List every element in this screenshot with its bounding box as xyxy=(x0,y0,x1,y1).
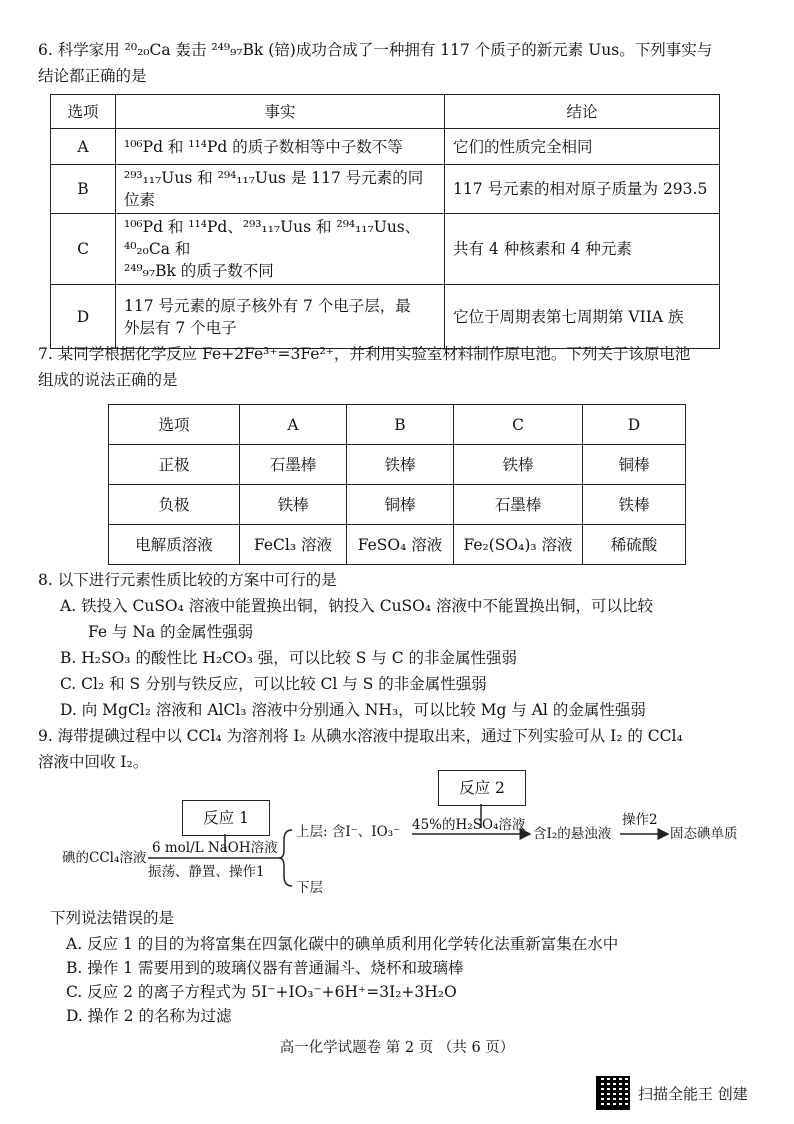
q7-cell: Fe₂(SO₄)₃ 溶液 xyxy=(454,525,583,565)
q9-option-a: A. 反应 1 的目的为将富集在四氯化碳中的碘单质利用化学转化法重新富集在水中 xyxy=(66,935,619,953)
q9-option-c: C. 反应 2 的离子方程式为 5I⁻+IO₃⁻+6H⁺=3I₂+3H₂O xyxy=(66,983,457,1001)
q7-cell: 铁棒 xyxy=(454,445,583,485)
q7-cell: 铁棒 xyxy=(347,445,454,485)
q6-row-fact: ¹⁰⁶Pd 和 ¹¹⁴Pd 的质子数相等中子数不等 xyxy=(116,129,445,165)
q7-header-cell: D xyxy=(583,405,686,445)
flow-arrow2-top: 45%的H₂SO₄溶液 xyxy=(412,817,526,833)
q6-row-fact: ²⁹³₁₁₇Uus 和 ²⁹⁴₁₁₇Uus 是 117 号元素的同位素 xyxy=(116,165,445,214)
q6-header-conclusion: 结论 xyxy=(445,95,720,129)
q7-stem-line2: 组成的说法正确的是 xyxy=(38,371,178,389)
q6-header-fact: 事实 xyxy=(116,95,445,129)
reaction2-box: 反应 2 xyxy=(438,770,526,806)
q6-fact-line: 117 号元素的原子核外有 7 个电子层，最 xyxy=(124,296,411,315)
flow-mid-product: 含I₂的悬浊液 xyxy=(533,826,612,842)
q6-stem-line2: 结论都正确的是 xyxy=(38,67,147,85)
q8-option-a-line1: A. 铁投入 CuSO₄ 溶液中能置换出铜，钠投入 CuSO₄ 溶液中不能置换出铜，可以比较 xyxy=(60,597,654,615)
q7-header-cell: B xyxy=(347,405,454,445)
flow-arrow1-top: 6 mol/L NaOH溶液 xyxy=(152,840,278,856)
q7-cell: 石墨棒 xyxy=(240,445,347,485)
q7-cell: 负极 xyxy=(109,485,240,525)
qr-code-icon xyxy=(596,1076,630,1110)
q7-cell: 铁棒 xyxy=(583,485,686,525)
q8-option-d: D. 向 MgCl₂ 溶液和 AlCl₃ 溶液中分别通入 NH₃，可以比较 Mg 与 Al 的金属性强弱 xyxy=(60,701,646,719)
flow-end-product: 固态碘单质 xyxy=(670,826,738,842)
flow-arrow3-top: 操作2 xyxy=(622,812,658,828)
q7-cell: 正极 xyxy=(109,445,240,485)
q8-stem: 8. 以下进行元素性质比较的方案中可行的是 xyxy=(38,571,337,589)
q6-row-conclusion: 117 号元素的相对原子质量为 293.5 xyxy=(445,165,720,214)
q6-fact-line: ¹⁰⁶Pd 和 ¹¹⁴Pd、²⁹³₁₁₇Uus 和 ²⁹⁴₁₁₇Uus、⁴⁰₂₀Ca 和 xyxy=(124,218,421,258)
q9-option-b: B. 操作 1 需要用到的玻璃仪器有普通漏斗、烧杯和玻璃棒 xyxy=(66,959,464,977)
split-brace xyxy=(279,830,292,886)
q7-header-cell: C xyxy=(454,405,583,445)
q7-cell: 铜棒 xyxy=(347,485,454,525)
q7-cell: 电解质溶液 xyxy=(109,525,240,565)
flow-lower-layer: 下层 xyxy=(296,880,323,896)
q9-option-d: D. 操作 2 的名称为过滤 xyxy=(66,1007,232,1025)
q6-row-option: A xyxy=(51,129,116,165)
q6-fact-line: ²⁴⁹₉₇Bk 的质子数不同 xyxy=(124,262,274,280)
flow-upper-layer: 上层: 含I⁻、IO₃⁻ xyxy=(296,824,401,840)
q7-header-cell: A xyxy=(240,405,347,445)
q6-header-option: 选项 xyxy=(51,95,116,129)
q7-cell: FeCl₃ 溶液 xyxy=(240,525,347,565)
q6-stem-line1: 6. 科学家用 ²⁰₂₀Ca 轰击 ²⁴⁹₉₇Bk (锫)成功合成了一种拥有 117 个质子的新元素 Uus。下列事实与 xyxy=(38,41,713,59)
q6-row-option: D xyxy=(51,285,116,349)
q6-row-conclusion: 它们的性质完全相同 xyxy=(445,129,720,165)
q7-cell: 石墨棒 xyxy=(454,485,583,525)
q6-row-conclusion: 它位于周期表第七周期第 VIIA 族 xyxy=(445,285,720,349)
q6-fact-line: 外层有 7 个电子 xyxy=(124,318,237,337)
watermark-text: 扫描全能王 创建 xyxy=(638,1085,748,1103)
q7-cell: 铁棒 xyxy=(240,485,347,525)
q7-cell: 稀硫酸 xyxy=(583,525,686,565)
q8-option-c: C. Cl₂ 和 S 分别与铁反应，可以比较 Cl 与 S 的非金属性强弱 xyxy=(60,675,487,693)
page-footer: 高一化学试题卷 第 2 页 （共 6 页） xyxy=(279,1040,515,1056)
reaction1-box: 反应 1 xyxy=(182,800,270,836)
q9-stem-line2: 溶液中回收 I₂。 xyxy=(38,753,149,771)
q8-option-a-line2: Fe 与 Na 的金属性强弱 xyxy=(88,623,254,641)
q8-option-b: B. H₂SO₃ 的酸性比 H₂CO₃ 强，可以比较 S 与 C 的非金属性强弱 xyxy=(60,649,517,667)
q7-header-cell: 选项 xyxy=(109,405,240,445)
q9-stem-line1: 9. 海带提碘过程中以 CCl₄ 为溶剂将 I₂ 从碘水溶液中提取出来，通过下列实验可从 I₂ 的 CCl₄ xyxy=(38,727,683,745)
q7-cell: FeSO₄ 溶液 xyxy=(347,525,454,565)
flow-arrow1-bottom: 振荡、静置、操作1 xyxy=(148,864,265,880)
q7-cell: 铜棒 xyxy=(583,445,686,485)
q7-stem-line1: 7. 某同学根据化学反应 Fe+2Fe³⁺=3Fe²⁺，并利用实验室材料制作原电池。下列关于该原电池 xyxy=(38,345,691,363)
q6-row-option: C xyxy=(51,214,116,285)
q6-row-option: B xyxy=(51,165,116,214)
flow-start: 碘的CCl₄溶液 xyxy=(62,850,147,866)
q6-row-conclusion: 共有 4 种核素和 4 种元素 xyxy=(445,214,720,285)
q9-ask: 下列说法错误的是 xyxy=(50,909,175,927)
